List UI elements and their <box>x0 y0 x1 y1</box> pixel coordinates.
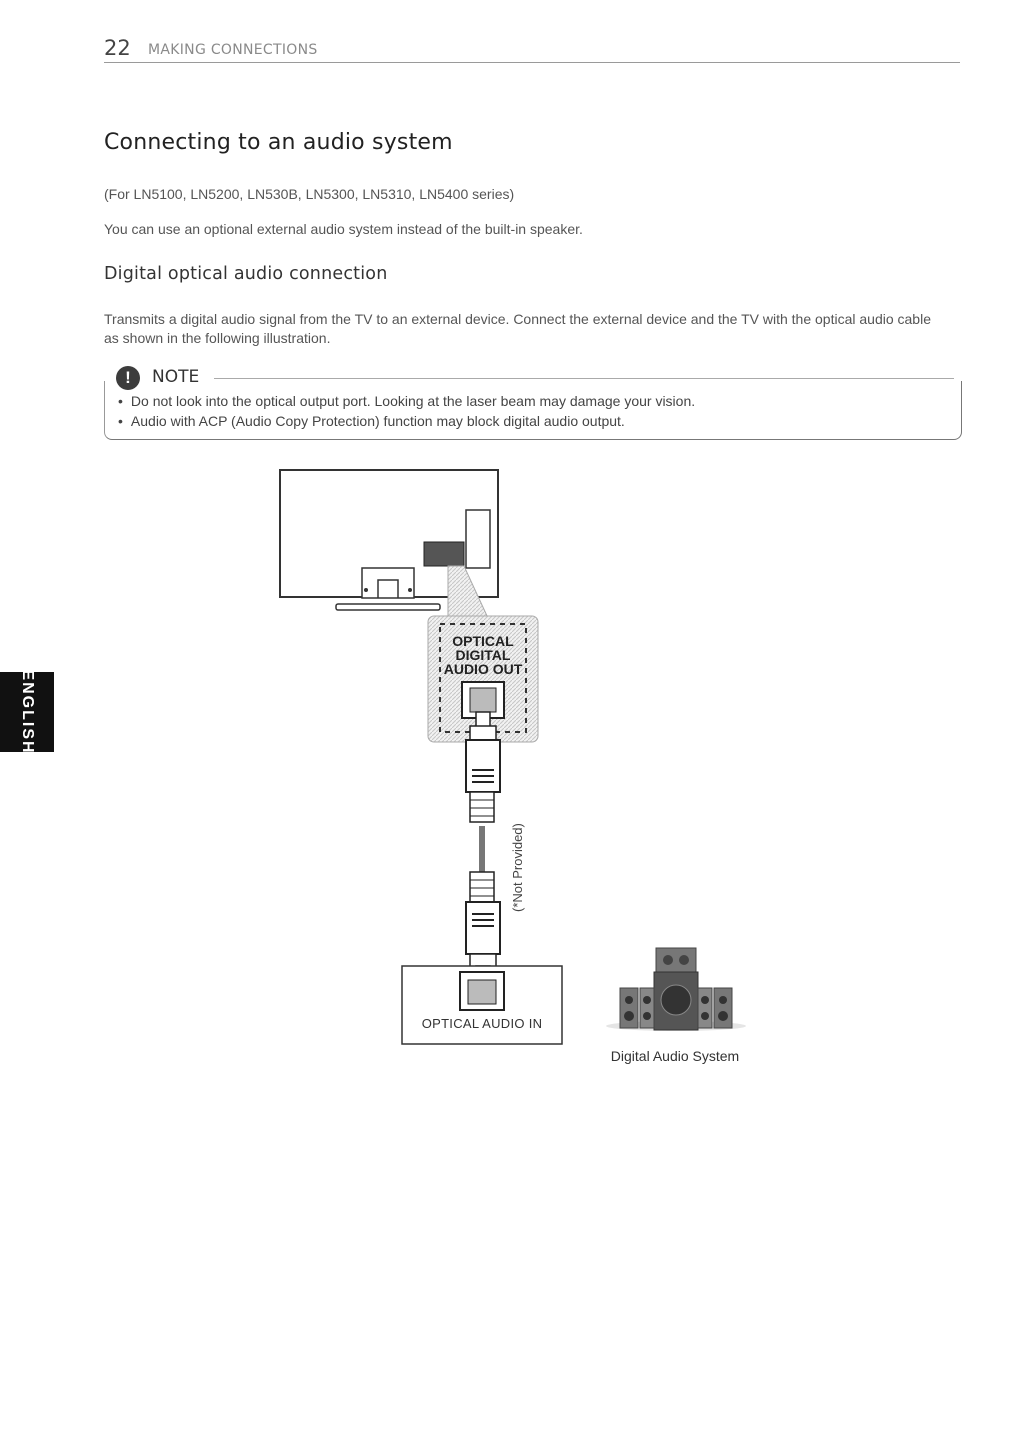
subsection-title: Digital optical audio connection <box>104 264 388 284</box>
section-name: MAKING CONNECTIONS <box>148 42 318 58</box>
exclamation-icon: ! <box>116 366 140 390</box>
page-title: Connecting to an audio system <box>104 130 453 155</box>
port-label-line: DIGITAL <box>455 647 511 663</box>
language-tab-label: ENGLISH <box>19 669 36 755</box>
cable-label: (*Not Provided) <box>510 823 525 912</box>
note-label: NOTE <box>152 367 200 387</box>
intro-text: You can use an optional external audio system instead of the built-in speaker. <box>104 221 583 237</box>
note-item: • Do not look into the optical output port. Looking at the laser beam may damage your vision. <box>118 391 695 411</box>
speaker-system <box>606 948 746 1031</box>
subsection-body: Transmits a digital audio signal from the TV to an external device. Connect the external device and the TV with the optical audio cable as shown in the following illustration. <box>104 311 931 346</box>
optical-in-label: OPTICAL AUDIO IN <box>421 1016 543 1031</box>
model-list: (For LN5100, LN5200, LN530B, LN5300, LN5310, LN5400 series) <box>104 186 515 202</box>
page-number: 22 <box>104 36 131 60</box>
port-label-line: OPTICAL <box>452 633 514 649</box>
note-item: • Audio with ACP (Audio Copy Protection) function may block digital audio output. <box>118 411 695 431</box>
language-tab <box>0 669 54 755</box>
device-label: Digital Audio System <box>610 1048 740 1064</box>
optical-cable <box>466 712 500 984</box>
port-label-line: AUDIO OUT <box>443 661 523 677</box>
